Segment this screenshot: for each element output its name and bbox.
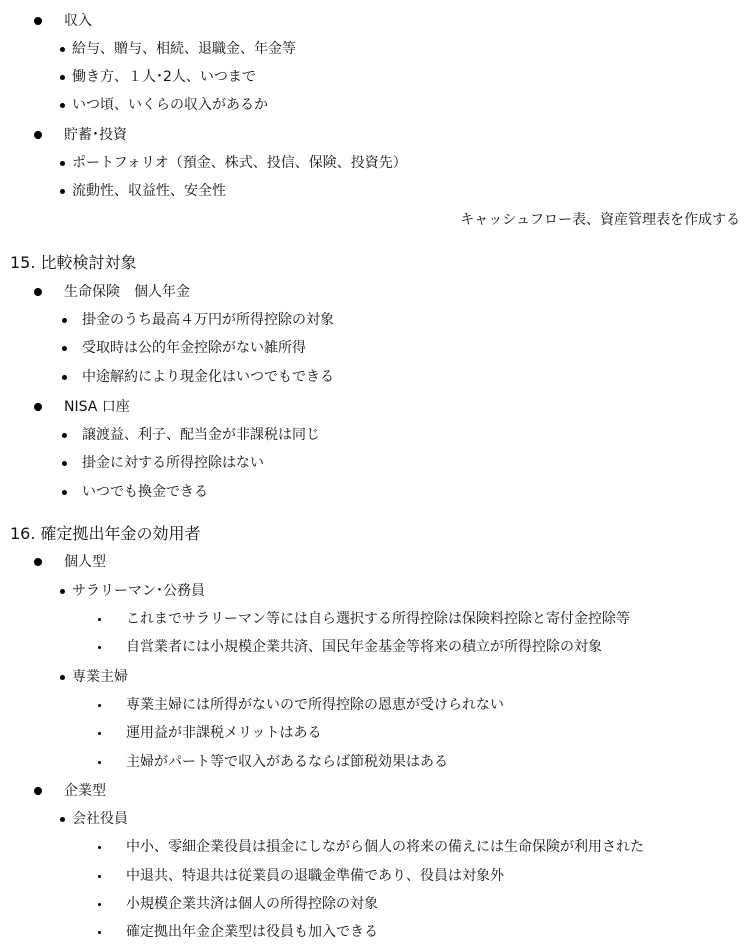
small-dot-icon (98, 761, 101, 764)
dot-icon (60, 675, 65, 680)
group-item: 掛金に対する所得控除はない (82, 455, 264, 471)
dot-icon (62, 346, 67, 351)
dot-icon (62, 433, 67, 438)
income-item: 給与、贈与、相続、退職金、年金等 (72, 41, 296, 57)
small-dot-icon (98, 704, 101, 707)
bullet-icon (34, 558, 42, 566)
savings-item: ポートフォリオ（預金、株式、投信、保険、投資先） (72, 155, 407, 171)
dot-icon (60, 189, 65, 194)
officer-title: 会社役員 (72, 811, 128, 827)
personal-title: 個人型 (64, 554, 106, 570)
dot-icon (62, 375, 67, 380)
dot-icon (62, 318, 67, 323)
dot-icon (60, 75, 65, 80)
dot-icon (60, 103, 65, 108)
savings-item: 流動性、収益性、安全性 (72, 183, 226, 199)
housewife-item: 主婦がパート等で収入があるならば節税効果はある (126, 754, 448, 770)
small-dot-icon (98, 875, 101, 878)
officer-item: 小規模企業共済は個人の所得控除の対象 (126, 896, 378, 912)
dot-icon (60, 47, 65, 52)
income-item: いつ頃、いくらの収入があるか (72, 97, 268, 113)
small-dot-icon (98, 931, 101, 934)
bullet-icon (34, 403, 42, 411)
income-title: 収入 (64, 13, 92, 29)
officer-item: 中小、零細企業役員は損金にしながら個人の将来の備えには生命保険が利用された (126, 839, 644, 855)
dot-icon (60, 161, 65, 166)
officer-item: 確定拠出年金企業型は役員も加入できる (126, 924, 378, 940)
officer-item: 中退共、特退共は従業員の退職金準備であり、役員は対象外 (126, 868, 504, 884)
housewife-item: 専業主婦には所得がないので所得控除の恩恵が受けられない (126, 697, 504, 713)
section-15-heading: 15. 比較検討対象 (10, 253, 137, 272)
group-item: 中途解約により現金化はいつでもできる (82, 369, 334, 385)
small-dot-icon (98, 618, 101, 621)
bullet-icon (34, 288, 42, 296)
bullet-icon (34, 17, 42, 25)
section-16-heading: 16. 確定拠出年金の効用者 (10, 524, 201, 543)
group-title: NISA 口座 (64, 399, 130, 415)
dot-icon (60, 817, 65, 822)
cashflow-note: キャッシュフロー表、資産管理表を作成する (460, 212, 740, 228)
salaried-title: サラリーマン･公務員 (72, 583, 205, 599)
group-item: 譲渡益、利子、配当金が非課税は同じ (82, 427, 320, 443)
dot-icon (60, 589, 65, 594)
bullet-icon (34, 131, 42, 139)
housewife-item: 運用益が非課税メリットはある (126, 725, 322, 741)
group-item: 掛金のうち最高４万円が所得控除の対象 (82, 312, 334, 328)
group-item: いつでも換金できる (82, 484, 208, 500)
savings-title: 貯蓄･投資 (64, 127, 127, 143)
corporate-title: 企業型 (64, 783, 106, 799)
dot-icon (62, 461, 67, 466)
small-dot-icon (98, 732, 101, 735)
dot-icon (62, 490, 67, 495)
group-item: 受取時は公的年金控除がない雑所得 (82, 340, 306, 356)
housewife-title: 専業主婦 (72, 669, 128, 685)
group-title: 生命保険 個人年金 (64, 284, 190, 300)
salaried-item: これまでサラリーマン等には自ら選択する所得控除は保険料控除と寄付金控除等 (126, 611, 630, 627)
salaried-item: 自営業者には小規模企業共済、国民年金基金等将来の積立が所得控除の対象 (126, 639, 602, 655)
small-dot-icon (98, 903, 101, 906)
bullet-icon (34, 787, 42, 795)
small-dot-icon (98, 646, 101, 649)
income-item: 働き方、１人･2人、いつまで (72, 69, 256, 85)
small-dot-icon (98, 846, 101, 849)
